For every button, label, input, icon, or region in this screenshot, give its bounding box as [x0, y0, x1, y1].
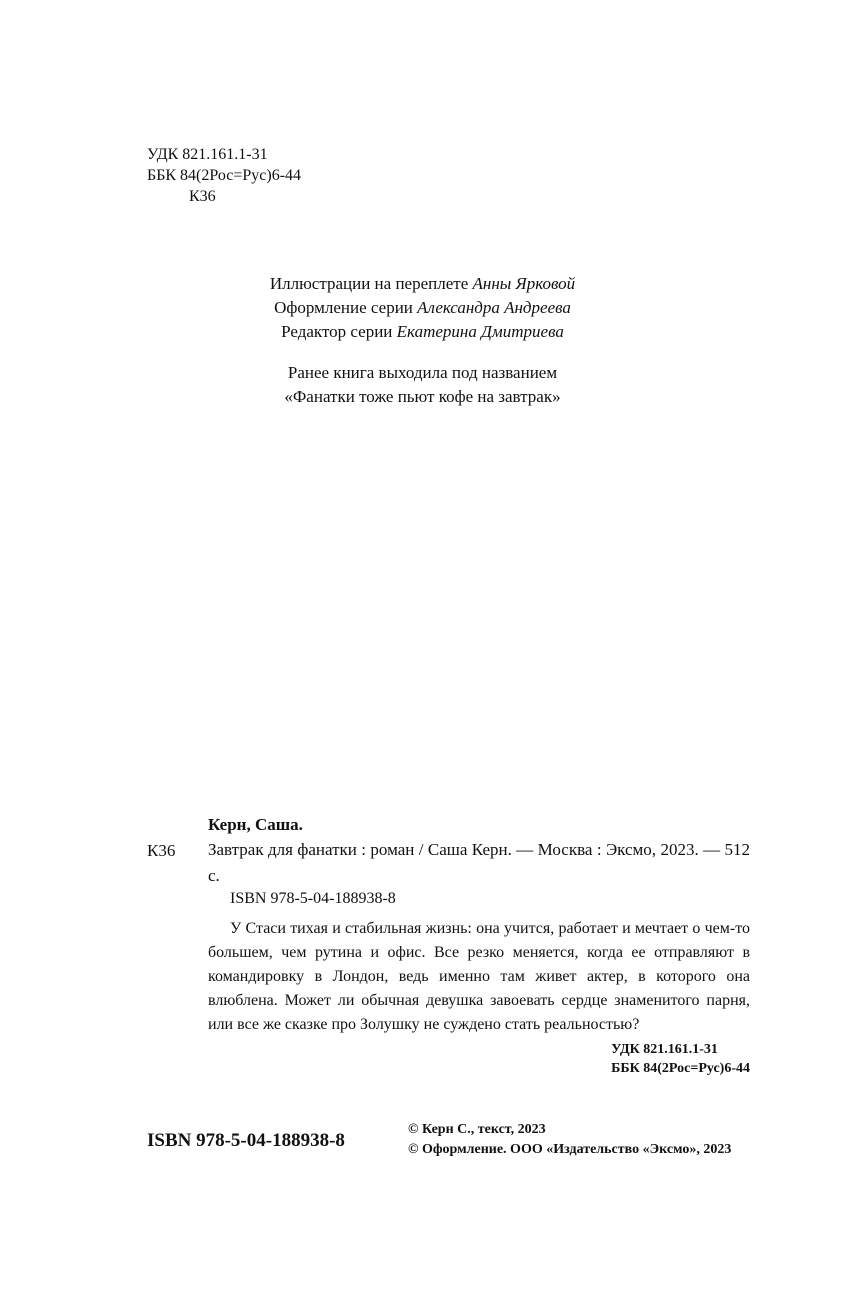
previous-title-line2: «Фанатки тоже пьют кофе на завтрак» — [284, 387, 561, 406]
bottom-classification-codes — [611, 1040, 750, 1078]
copyright-text: © Керн С., текст, 2023 — [408, 1122, 546, 1137]
footer-isbn: ISBN 978-5-04-188938-8 — [147, 1130, 345, 1151]
copyright-design: © Оформление. ООО «Издательство «Эксмо», 2023 — [408, 1142, 732, 1157]
record-author-mark: К36 — [147, 841, 176, 860]
previous-title-line1: Ранее книга выходила под названием — [287, 363, 558, 382]
record-isbn: ISBN 978-5-04-188938-8 — [230, 890, 396, 907]
design-label: Оформление серии — [274, 298, 418, 317]
author-mark: К36 — [189, 188, 216, 205]
record-author: Керн, Саша. — [208, 815, 303, 834]
bottom-bbk: ББК 84(2Рос=Рус)6-44 — [611, 1061, 750, 1076]
editor-credit — [0, 320, 845, 344]
design-credit — [0, 296, 845, 320]
illustrations-credit — [0, 272, 845, 296]
copyright-block — [408, 1120, 731, 1160]
credits-block — [0, 272, 845, 409]
editor-name: Екатерина Дмитриева — [396, 322, 564, 341]
illustrations-label: Иллюстрации на переплете — [269, 274, 473, 293]
annotation: У Стаси тихая и стабильная жизнь: она учится, работает и мечтает о чем-то большем, чем рутина и офис. Все резко меняется, когда ее отправляют в командировку в Лондон, ведь именно там живет актер, в которого она влюблена. Может ли обычная девушка завоевать сердце знаменитого парня, или все же сказке про Золушку не суждено стать реальностью? — [208, 920, 750, 1033]
illustrator-name: Анны Ярковой — [472, 274, 576, 293]
editor-label: Редактор серии — [281, 322, 397, 341]
record-title: Завтрак для фанатки : роман / Саша Керн. — Москва : Эксмо, 2023. — 512 с. — [208, 840, 750, 885]
bottom-udk: УДК 821.161.1-31 — [611, 1042, 718, 1057]
top-classification-codes — [147, 144, 301, 207]
bbk-code: ББК 84(2Рос=Рус)6-44 — [147, 167, 302, 184]
designer-name: Александра Андреева — [417, 298, 571, 317]
udk-code: УДК 821.161.1-31 — [147, 146, 268, 163]
